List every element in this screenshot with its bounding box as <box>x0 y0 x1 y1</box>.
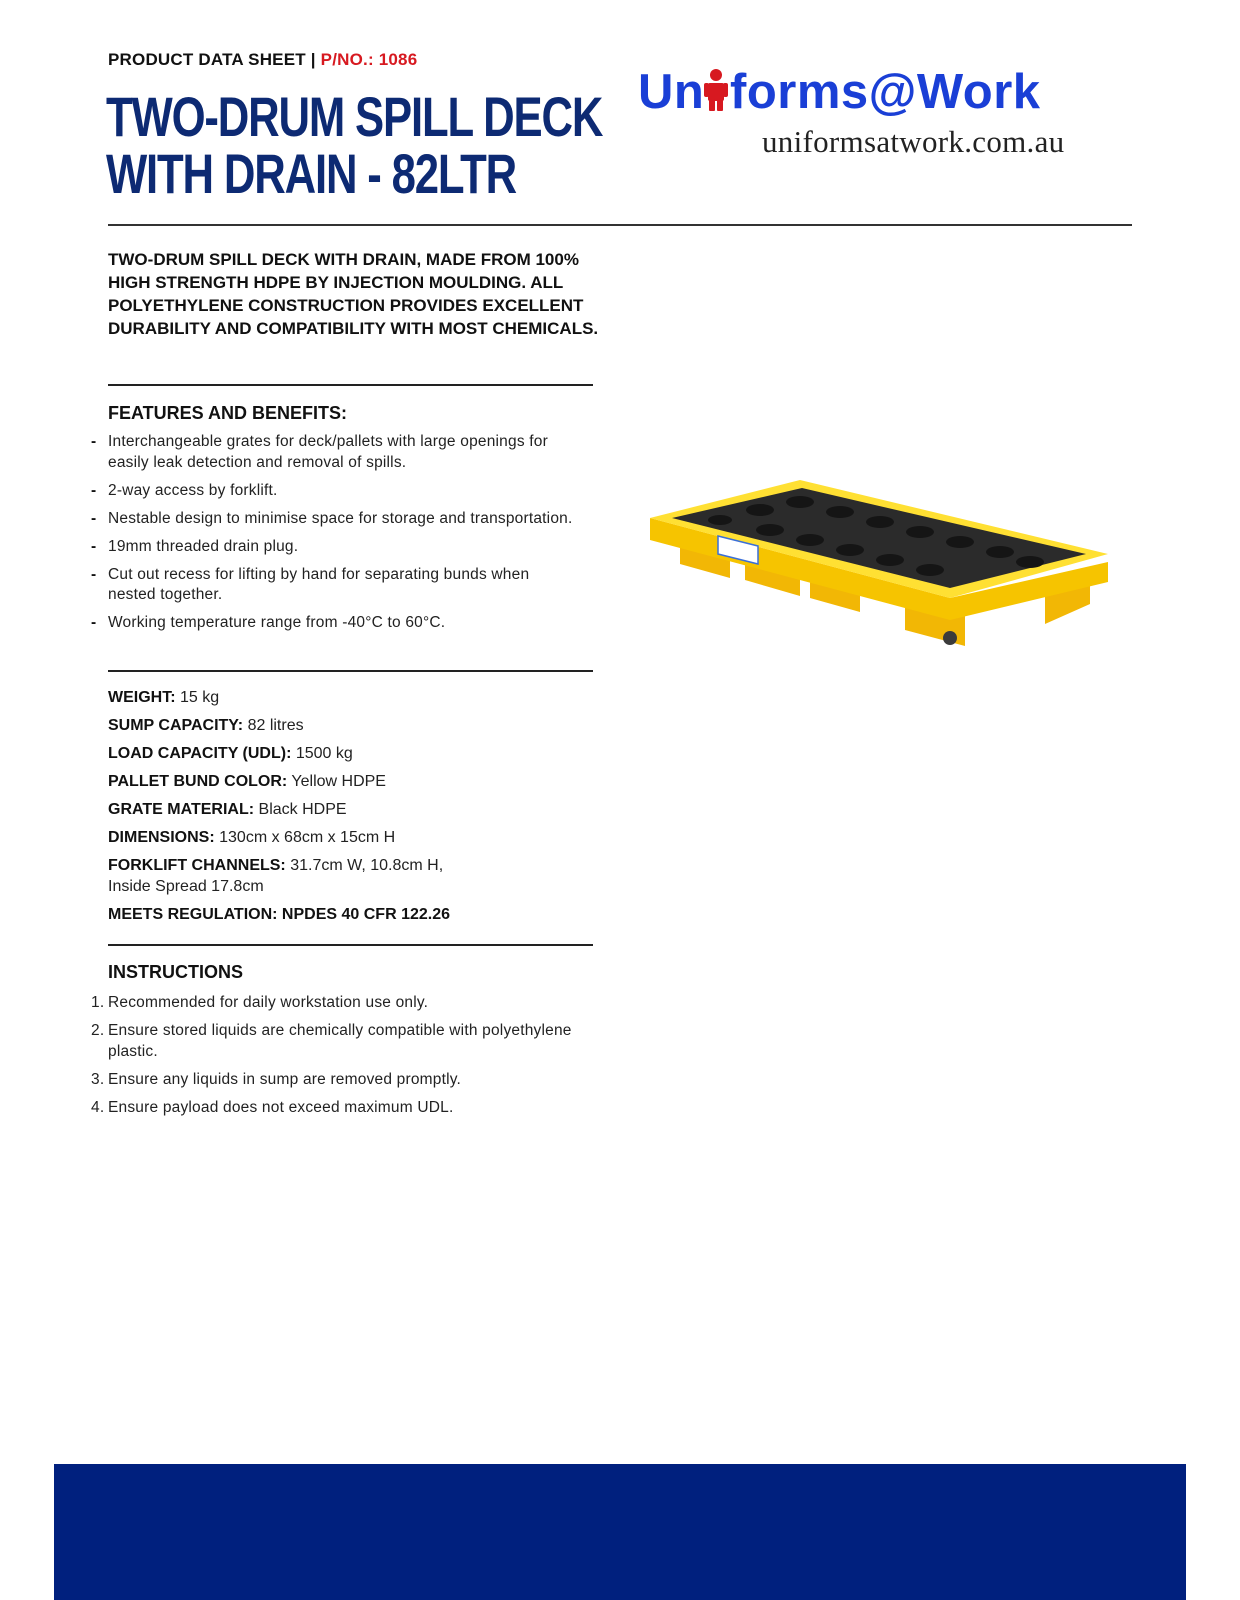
spec-regulation: MEETS REGULATION: NPDES 40 CFR 122.26 <box>108 905 450 923</box>
instructions-list <box>91 993 578 1126</box>
bullet-marker: - <box>91 537 97 555</box>
features-divider <box>108 670 593 672</box>
list-item: - Interchangeable grates for deck/pallets with large openings for easily leak detection and removal of spills. <box>91 433 548 471</box>
document-kicker <box>108 50 417 70</box>
spec-bund-color: PALLET BUND COLOR: Yellow HDPE <box>108 773 386 790</box>
list-item: 3. Ensure any liquids in sump are removed promptly. <box>91 1070 462 1088</box>
header-divider <box>108 224 1132 226</box>
spec-sump-capacity: SUMP CAPACITY: 82 litres <box>108 717 304 734</box>
person-figure-icon <box>704 69 728 111</box>
intro-divider <box>108 384 593 386</box>
bullet-marker: - <box>91 509 97 527</box>
instructions-heading: INSTRUCTIONS <box>108 962 243 982</box>
specs-divider <box>108 944 593 946</box>
brand-url[interactable]: uniformsatwork.com.au <box>762 124 1065 159</box>
product-image <box>650 470 1130 680</box>
kicker-label: PRODUCT DATA SHEET | <box>108 50 316 69</box>
spec-weight: WEIGHT: 15 kg <box>108 689 220 706</box>
list-item: - Working temperature range from -40°C to 60°C. <box>108 613 578 634</box>
bullet-marker: - <box>91 565 97 583</box>
product-title-line-1: TWO-DRUM SPILL DECK <box>106 85 603 148</box>
product-title-line-2: WITH DRAIN - 82LTR <box>106 142 517 205</box>
bullet-marker: - <box>91 614 97 631</box>
spec-grate-material: GRATE MATERIAL: Black HDPE <box>108 801 347 818</box>
footer-band <box>54 1464 1186 1600</box>
bullet-marker: - <box>91 481 97 499</box>
spec-forklift-channels: FORKLIFT CHANNELS: 31.7cm W, 10.8cm H, Inside Spread 17.8cm <box>108 857 444 895</box>
list-item: - Cut out recess for lifting by hand for separating bunds when nested together. <box>91 565 530 603</box>
list-item: - 2-way access by forklift. <box>108 481 578 502</box>
list-item: 1. Recommended for daily workstation use only. <box>91 994 429 1011</box>
features-heading: FEATURES AND BENEFITS: <box>108 403 348 423</box>
bullet-marker: - <box>91 433 97 450</box>
brand-logo-graphic <box>638 64 1048 122</box>
list-item: 4. Ensure payload does not exceed maximum UDL. <box>91 1098 454 1116</box>
product-intro: TWO-DRUM SPILL DECK WITH DRAIN, MADE FROM 100% HIGH STRENGTH HDPE BY INJECTION MOULDING. ALL POLYETHYLENE CONSTRUCTION PROVIDES EXCELLENT DURABILITY AND COMPATIBILITY WITH MOST CHEMICALS. <box>108 250 599 338</box>
product-title <box>106 85 603 205</box>
list-item: - 19mm threaded drain plug. <box>108 537 578 558</box>
list-item: - Nestable design to minimise space for storage and transportation. <box>108 509 578 530</box>
svg-text:forms@Work: forms@Work <box>730 65 1041 119</box>
svg-text:Un: Un <box>638 65 705 119</box>
features-list <box>91 432 578 641</box>
spec-dimensions: DIMENSIONS: 130cm x 68cm x 15cm H <box>108 829 396 846</box>
spec-list <box>108 688 588 933</box>
drain-plug <box>943 631 957 645</box>
list-item: 2. Ensure stored liquids are chemically compatible with polyethylene plastic. <box>91 1022 572 1060</box>
part-number: P/NO.: 1086 <box>320 50 418 69</box>
spec-load-capacity: LOAD CAPACITY (UDL): 1500 kg <box>108 745 353 762</box>
